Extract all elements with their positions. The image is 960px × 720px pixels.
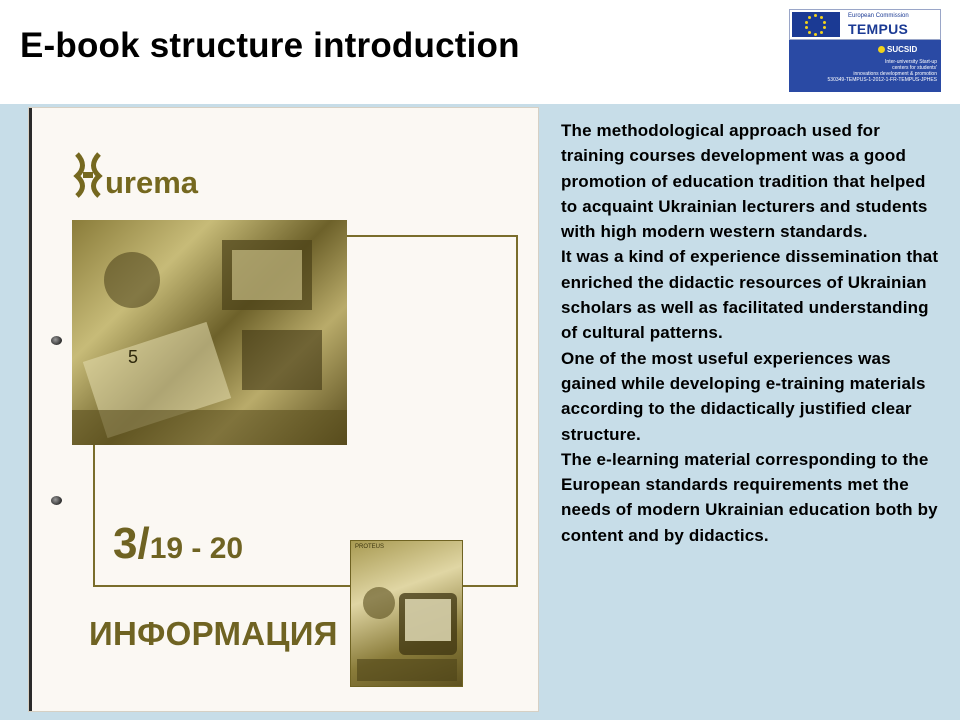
logo-line-3: innovations development & promotion bbox=[853, 71, 937, 77]
punch-hole-icon bbox=[51, 336, 62, 345]
sucsid-emblem-icon bbox=[878, 46, 885, 53]
commission-label: European Commission bbox=[848, 13, 909, 19]
magazine-cover-scan bbox=[29, 108, 538, 711]
proteus-inset-photo bbox=[350, 540, 463, 687]
sucsid-label: SUCSID bbox=[887, 45, 918, 54]
scan-edge bbox=[29, 108, 32, 711]
tempus-label: TEMPUS bbox=[848, 21, 909, 37]
issue-number-main: 3/ bbox=[113, 519, 150, 568]
sucsid-panel bbox=[789, 40, 941, 92]
eu-flag-icon bbox=[792, 12, 840, 37]
body-text bbox=[561, 118, 941, 548]
tempus-logo-top bbox=[789, 9, 941, 40]
workplace-photo-icon bbox=[72, 220, 347, 445]
body-paragraph: The e-learning material corresponding to the European standards requirements met the needs of modern Ukrainian education both by content and by didactics. bbox=[561, 449, 938, 545]
issue-number bbox=[113, 519, 243, 569]
magazine-title: ИНФОРМАЦИЯ bbox=[89, 615, 338, 652]
kurema-brand: urema bbox=[105, 165, 199, 200]
computer-monitor-icon bbox=[351, 541, 463, 687]
logo-line-2: centers for students' bbox=[892, 65, 937, 71]
punch-hole-icon bbox=[51, 496, 62, 505]
body-paragraph: One of the most useful experiences was gained while developing e-training materials according to the didactically justified clear structure. bbox=[561, 348, 926, 444]
logo-line-1: Inter-university Start-up bbox=[885, 59, 937, 65]
logo-line-4: 530349-TEMPUS-1-2012-1-FR-TEMPUS-JPHES bbox=[827, 77, 937, 83]
slide-content bbox=[0, 104, 960, 720]
body-paragraph: It was a kind of experience dissemination that enriched the didactic resources of Ukrainian scholars as well as facilitated understanding of cultural patterns. bbox=[561, 247, 939, 343]
slide-header bbox=[0, 0, 960, 104]
cover-photo bbox=[72, 220, 347, 445]
proteus-label: PROTEUS bbox=[355, 544, 385, 550]
svg-text:5: 5 bbox=[128, 347, 139, 367]
tempus-logo bbox=[789, 9, 941, 92]
slide-title: E-book structure introduction bbox=[20, 26, 520, 65]
issue-pages: 19 - 20 bbox=[149, 532, 244, 565]
kurema-logo-icon bbox=[73, 150, 103, 198]
body-paragraph: The methodological approach used for training courses development was a good promotion of education tradition that helped to acquaint Ukrainian lecturers and students with high modern western standards. bbox=[561, 121, 928, 242]
